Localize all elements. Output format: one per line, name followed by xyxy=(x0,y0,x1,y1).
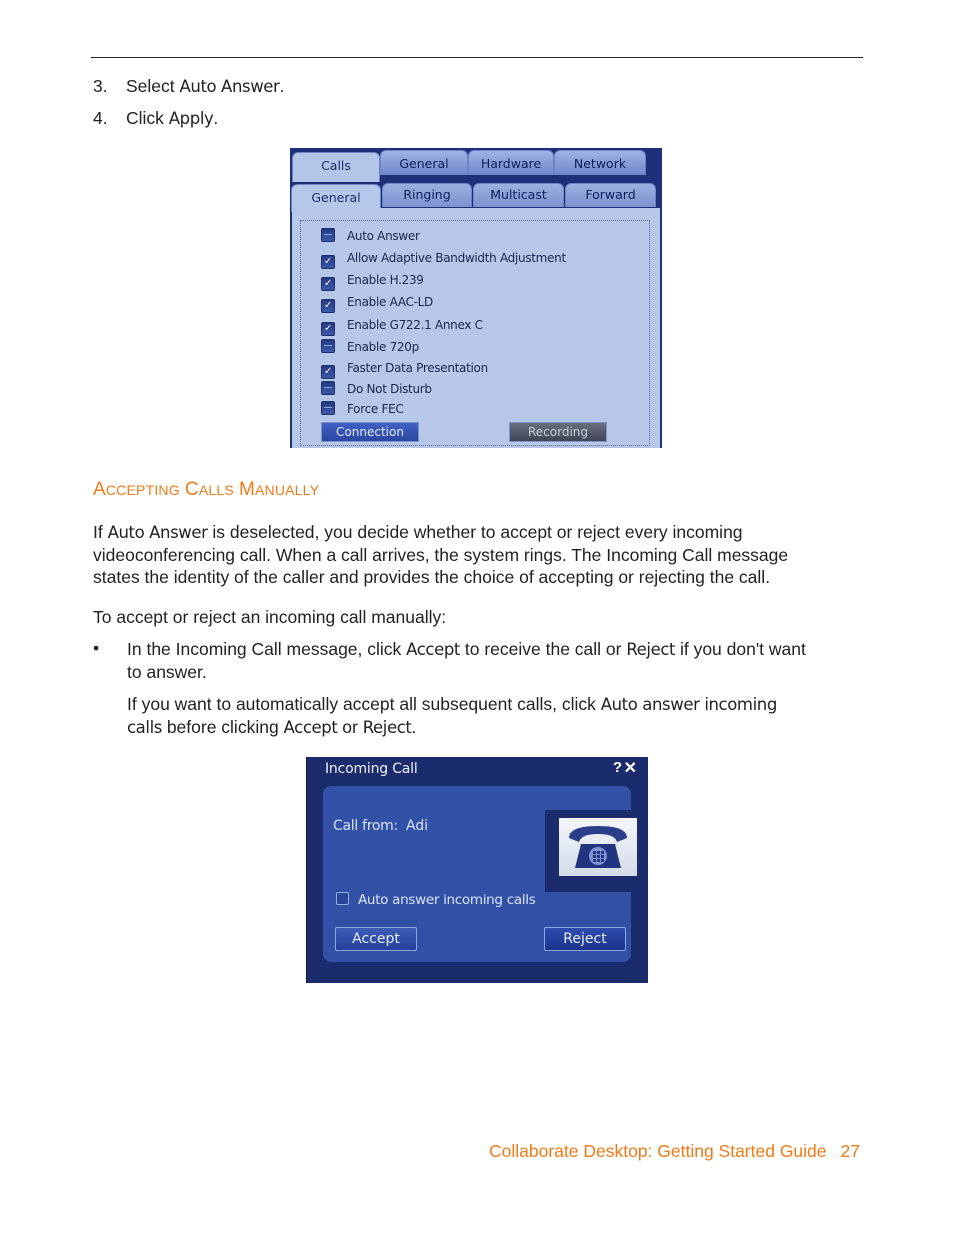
option-adaptive-bandwidth[interactable] xyxy=(321,250,566,268)
ui-term: Auto answer incoming xyxy=(600,695,777,714)
reject-button[interactable]: Reject xyxy=(544,927,626,951)
text: or xyxy=(337,717,363,737)
option-label: Faster Data Presentation xyxy=(347,361,488,375)
section-heading xyxy=(93,479,319,501)
step-text: Click xyxy=(126,108,169,128)
heading-cap: C xyxy=(184,479,199,500)
auto-answer-label: Auto answer incoming calls xyxy=(358,892,536,908)
bullet-line xyxy=(127,693,867,716)
dialog-title: Incoming Call xyxy=(325,761,418,777)
call-from-label: Call from: xyxy=(333,818,398,834)
dialog-content xyxy=(323,786,631,962)
help-icon[interactable]: ? xyxy=(612,759,622,776)
heading-cap: A xyxy=(93,479,106,500)
footer-title: Collaborate Desktop: Getting Started Guide xyxy=(488,1141,827,1161)
checkbox-icon[interactable] xyxy=(321,339,335,353)
paragraph-line xyxy=(93,521,873,544)
page-number: 27 xyxy=(840,1141,860,1161)
option-label: Force FEC xyxy=(347,402,404,416)
ui-term: Reject xyxy=(362,718,412,737)
paragraph-intro xyxy=(93,521,873,588)
bullet-text xyxy=(127,638,867,684)
checkbox-checked-icon[interactable]: ✓ xyxy=(321,365,335,379)
checkbox-icon[interactable] xyxy=(321,228,335,242)
ui-term: calls xyxy=(127,718,162,737)
bullet-line xyxy=(127,716,867,739)
paragraph-line: videoconferencing call. When a call arrives, the system rings. The Incoming Call message xyxy=(93,545,789,565)
tab-general[interactable]: General xyxy=(380,150,468,175)
option-faster-data[interactable] xyxy=(321,360,488,378)
caller-name: Adi xyxy=(406,818,429,834)
page-footer xyxy=(489,1141,860,1162)
auto-answer-checkbox[interactable] xyxy=(336,892,535,908)
checkbox-icon[interactable] xyxy=(321,401,335,415)
option-do-not-disturb[interactable] xyxy=(321,381,432,399)
tab-calls[interactable]: Calls xyxy=(292,152,380,182)
recording-button[interactable]: Recording xyxy=(509,422,607,442)
option-enable-aac-ld[interactable] xyxy=(321,294,433,312)
tab-hardware[interactable]: Hardware xyxy=(468,150,554,175)
text: If xyxy=(93,522,108,542)
incoming-call-dialog xyxy=(306,757,648,983)
option-label: Do Not Disturb xyxy=(347,382,432,396)
bullet-line xyxy=(127,638,867,661)
text: if you don't want xyxy=(675,639,806,659)
telephone-icon xyxy=(559,818,637,876)
subtab-ringing[interactable]: Ringing xyxy=(382,183,472,207)
step-number: 4. xyxy=(93,108,108,128)
paragraph-instruction: To accept or reject an incoming call manually: xyxy=(93,607,447,627)
ui-term: Accept xyxy=(283,718,338,737)
settings-panel xyxy=(290,148,662,448)
text: is deselected, you decide whether to accept or reject every incoming xyxy=(207,522,743,542)
checkbox-checked-icon[interactable]: ✓ xyxy=(321,255,335,269)
step-end: . xyxy=(279,76,285,96)
bullet-line: to answer. xyxy=(127,662,207,682)
option-label: Auto Answer xyxy=(347,229,420,243)
step-number: 3. xyxy=(93,76,108,96)
heading-rest: ANUALLY xyxy=(254,482,320,498)
subtab-general[interactable]: General xyxy=(291,184,381,212)
step-3 xyxy=(93,76,284,97)
step-end: . xyxy=(213,108,219,128)
option-label: Enable G722.1 Annex C xyxy=(347,318,483,332)
option-enable-720p[interactable] xyxy=(321,339,419,357)
tab-network[interactable]: Network xyxy=(554,150,646,175)
close-icon[interactable]: ✕ xyxy=(623,760,637,777)
text: to receive the call or xyxy=(460,639,627,659)
text: In the Incoming Call message, click xyxy=(127,639,407,659)
bullet-subtext xyxy=(127,693,867,739)
subtab-multicast[interactable]: Multicast xyxy=(473,183,564,207)
step-4 xyxy=(93,108,218,129)
option-force-fec[interactable] xyxy=(321,401,403,419)
checkbox-checked-icon[interactable]: ✓ xyxy=(321,277,335,291)
text: before clicking xyxy=(161,717,284,737)
general-settings-body xyxy=(292,208,660,448)
option-label: Enable 720p xyxy=(347,340,419,354)
heading-rest: CCEPTING xyxy=(105,482,180,498)
option-label: Enable H.239 xyxy=(347,273,424,287)
header-rule xyxy=(91,57,863,58)
subtab-forward[interactable]: Forward xyxy=(565,183,656,207)
checkbox-checked-icon[interactable]: ✓ xyxy=(321,299,335,313)
checkbox-checked-icon[interactable]: ✓ xyxy=(321,322,335,336)
bullet-icon: • xyxy=(93,638,100,658)
ui-term: Reject xyxy=(626,640,676,659)
option-auto-answer[interactable] xyxy=(321,228,420,246)
checkbox-icon[interactable] xyxy=(321,381,335,395)
checkbox-icon[interactable] xyxy=(336,892,349,905)
ui-term: Apply xyxy=(168,109,214,128)
option-enable-h239[interactable] xyxy=(321,272,424,290)
heading-rest: ALLS xyxy=(198,482,234,498)
connection-button[interactable]: Connection xyxy=(321,422,419,442)
option-label: Allow Adaptive Bandwidth Adjustment xyxy=(347,251,566,265)
heading-cap: M xyxy=(238,479,255,500)
ui-term: Auto Answer xyxy=(179,77,280,96)
option-enable-g722[interactable] xyxy=(321,317,483,335)
ui-term: Accept xyxy=(406,640,460,659)
phone-frame xyxy=(545,810,648,892)
option-label: Enable AAC-LD xyxy=(347,295,433,309)
paragraph-line: states the identity of the caller and provides the choice of accepting or rejecting the call. xyxy=(93,567,771,587)
ui-term: Auto Answer xyxy=(107,523,208,542)
accept-button[interactable]: Accept xyxy=(335,927,417,951)
text: . xyxy=(411,717,417,737)
text: If you want to automatically accept all subsequent calls, click xyxy=(127,694,601,714)
step-text: Select xyxy=(126,76,180,96)
